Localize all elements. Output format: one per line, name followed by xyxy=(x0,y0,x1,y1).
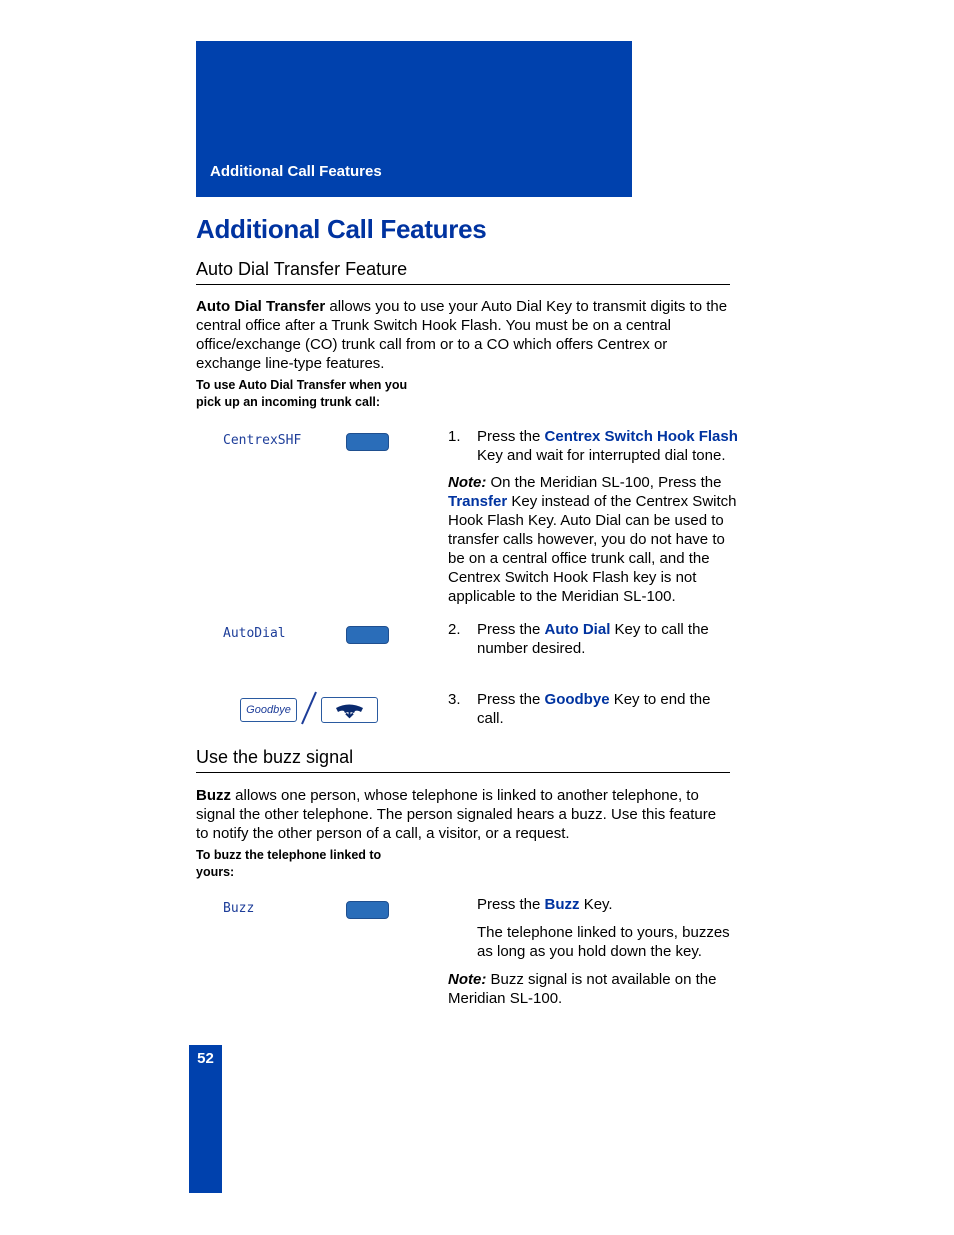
step-text: Key. xyxy=(579,896,613,913)
key-label-buzz: Buzz xyxy=(223,901,255,916)
step-number: 2. xyxy=(448,621,461,638)
goodbye-key-button[interactable]: Goodbye xyxy=(240,698,297,722)
step-3 xyxy=(448,690,738,728)
step-text: Press the xyxy=(477,896,545,913)
intro-text: allows you to use your Auto Dial Key to transmit digits to the central office after a Trunk Switch Hook Flash. You must be on a central office/exchange (CO) trunk call from or to a CO which offers Centrex or exchange line-type features. xyxy=(196,298,728,372)
section-title-auto-dial-transfer: Auto Dial Transfer Feature xyxy=(196,259,730,285)
intro-text: allows one person, whose telephone is linked to another telephone, to signal the other telephone. The person signaled hears a buzz. Use this feature to notify the other person of a call, a visitor, or a request. xyxy=(196,787,717,842)
step-text: Key and wait for interrupted dial tone. xyxy=(477,447,726,464)
step-number: 1. xyxy=(448,428,461,445)
key-label-centrexshf: CentrexSHF xyxy=(223,433,302,448)
step-text: Press the xyxy=(477,428,545,445)
keyword-auto-dial: Auto Dial xyxy=(544,621,611,638)
buzz-intro xyxy=(196,786,730,843)
buzz-step xyxy=(448,895,738,914)
page-number: 52 xyxy=(197,1050,214,1067)
buzz-detail xyxy=(448,923,738,961)
note-text: Buzz signal is not available on the Meridian SL-100. xyxy=(448,971,717,1007)
keyword-buzz: Buzz xyxy=(544,896,580,913)
detail-text: The telephone linked to yours, buzzes as long as you hold down the key. xyxy=(477,924,730,960)
step-text: Key to end the call. xyxy=(477,691,711,727)
procedure-heading-buzz: To buzz the telephone linked to yours: xyxy=(196,848,382,879)
autodial-key-button[interactable] xyxy=(346,626,389,644)
note-sl100-transfer xyxy=(448,473,738,606)
intro-term: Buzz xyxy=(196,787,231,804)
note-label: Note: xyxy=(448,971,487,988)
section-title-buzz: Use the buzz signal xyxy=(196,747,730,773)
step-1 xyxy=(448,427,738,465)
keyword-goodbye: Goodbye xyxy=(544,691,610,708)
step-text: Press the xyxy=(477,691,545,708)
handset-icon xyxy=(322,698,377,722)
step-text: Key to call the number desired. xyxy=(477,621,709,657)
step-2 xyxy=(448,620,738,658)
step-text: Press the xyxy=(477,621,545,638)
note-text: On the Meridian SL-100, Press the xyxy=(486,474,722,491)
note-label: Note: xyxy=(448,474,487,491)
buzz-key-button[interactable] xyxy=(346,901,389,919)
intro-term: Auto Dial Transfer xyxy=(196,298,326,315)
note-buzz-sl100 xyxy=(448,970,738,1008)
header-label: Additional Call Features xyxy=(210,163,382,180)
centrexshf-key-button[interactable] xyxy=(346,433,389,451)
step-number: 3. xyxy=(448,691,461,708)
release-key-button[interactable] xyxy=(321,697,378,723)
page-number-band xyxy=(189,1045,222,1193)
keyword-centrex-switch-hook-flash: Centrex Switch Hook Flash xyxy=(544,428,738,445)
page-title: Additional Call Features xyxy=(196,214,487,244)
key-label-autodial: AutoDial xyxy=(223,626,286,641)
or-slash-icon xyxy=(299,690,319,726)
auto-dial-transfer-intro xyxy=(196,297,730,373)
note-text: Key instead of the Centrex Switch Hook Flash Key. Auto Dial can be used to transfer calls however, you do not have to be on a central office trunk call, and the Centrex Switch Hook Flash key is not applicable to the Meridian SL-100. xyxy=(448,493,737,605)
procedure-heading-auto-dial: To use Auto Dial Transfer when you pick up an incoming trunk call: xyxy=(196,378,408,409)
keyword-transfer: Transfer xyxy=(448,493,508,510)
